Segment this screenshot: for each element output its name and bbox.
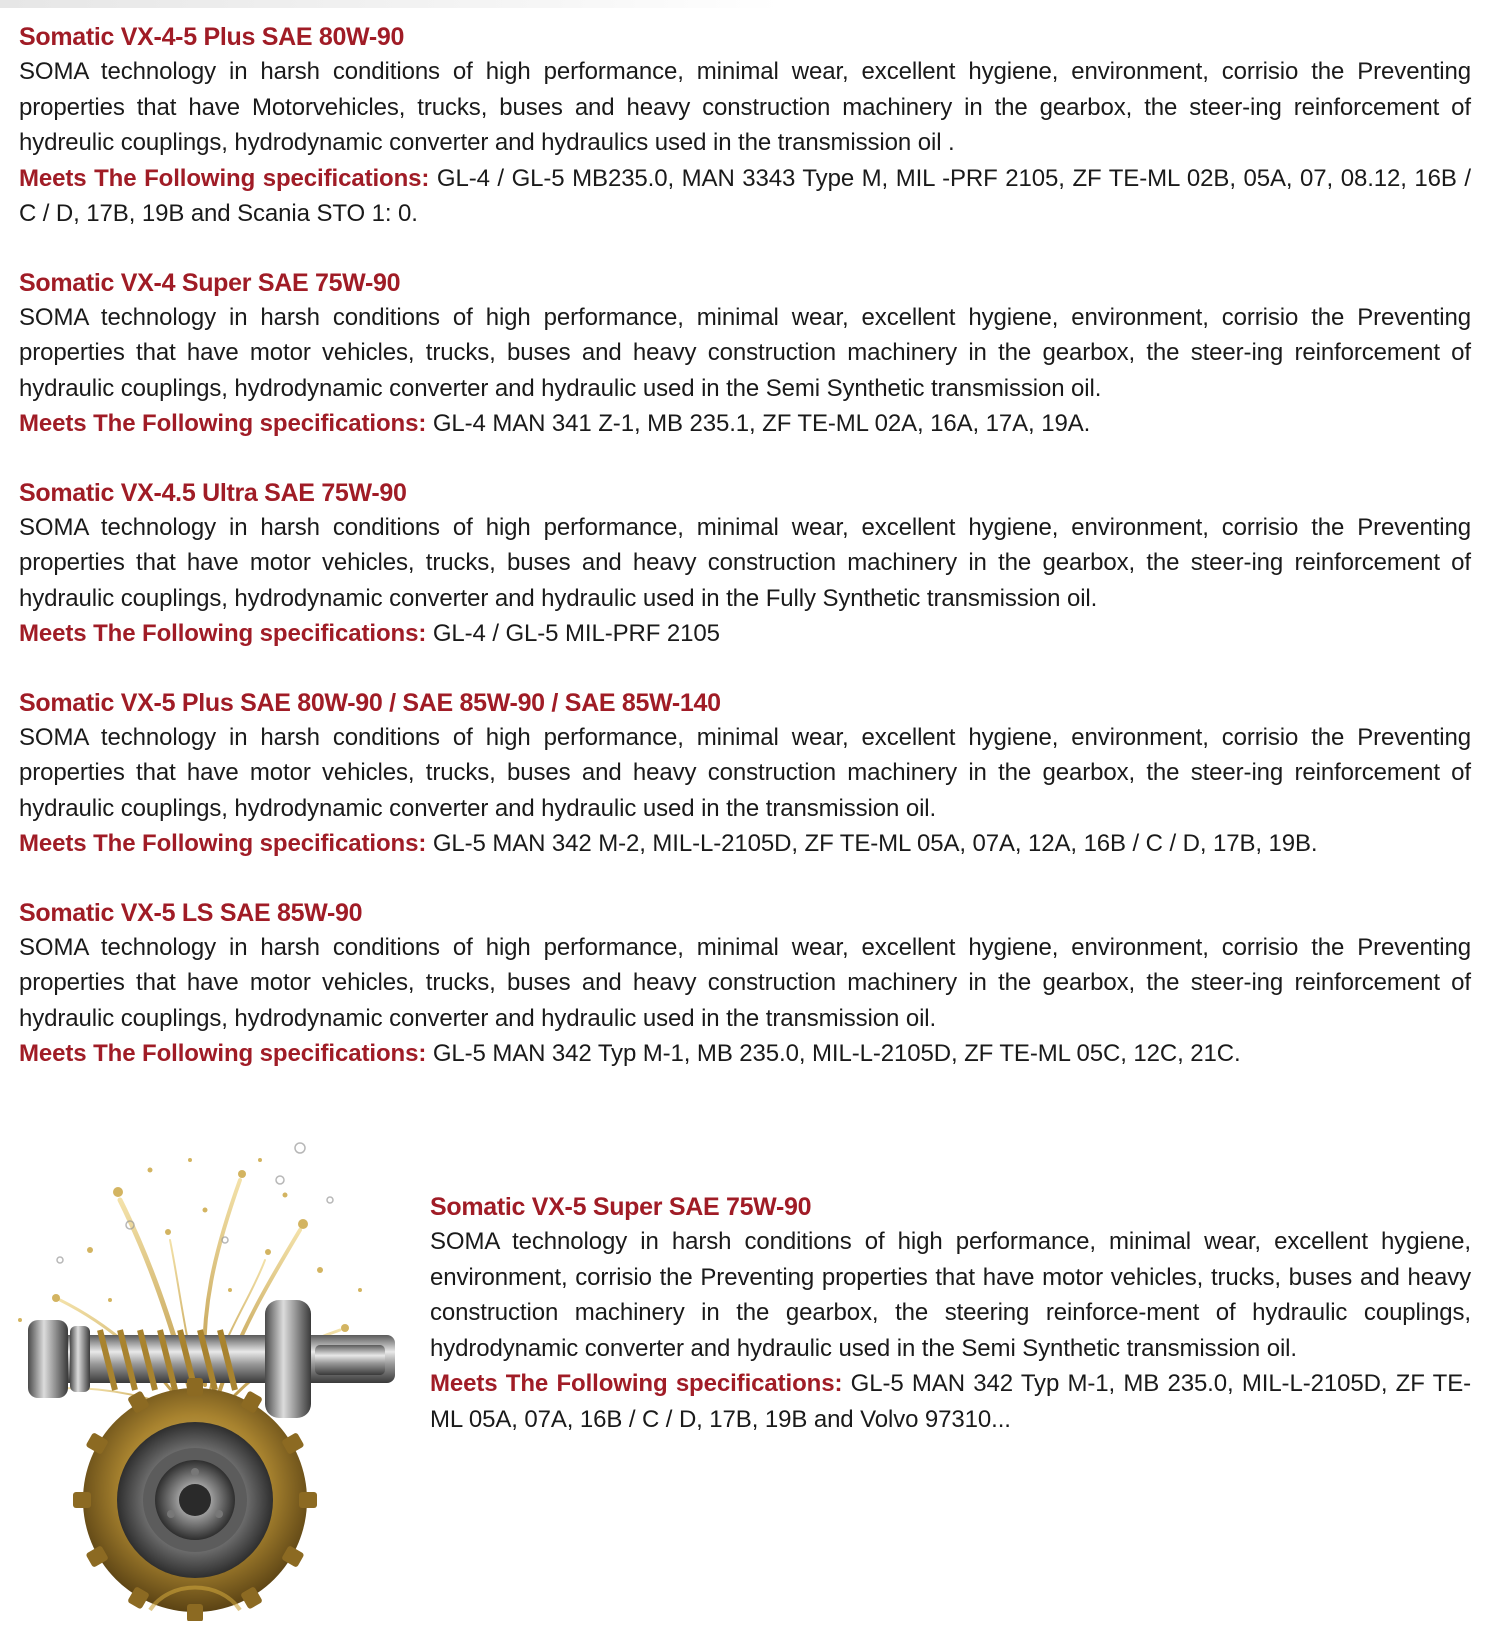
- product-title: Somatic VX-5 Super SAE 75W-90: [430, 1193, 812, 1221]
- spec-label: Meets The Following specifications:: [19, 164, 430, 192]
- spec-values: GL-4 MAN 341 Z-1, MB 235.1, ZF TE-ML 02A, 16A, 17A, 19A.: [432, 410, 1091, 437]
- product-vx-4-5-plus: [19, 20, 1471, 232]
- product-description: SOMA technology in harsh conditions of high performance, minimal wear, excellent hygiene, environment, corrisio the Preventing properties that have Motorvehicles, trucks, buses and heavy construction machinery in the gearbox, the steer-ing reinforcement of hydreulic couplings, hydrodynamic converter and hydraulics used in the transmission oil .: [19, 58, 1471, 156]
- product-description: SOMA technology in harsh conditions of high performance, minimal wear, excellent hygiene, environment, corrisio the Preventing properties that have motor vehicles, trucks, buses and heavy construction machinery in the gearbox, the steer-ing reinforcement of hydraulic couplings, hydrodynamic converter and hydraulic used in the transmission oil.: [19, 723, 1471, 822]
- product-description: SOMA technology in harsh conditions of high performance, minimal wear, excellent hygiene, environment, corrisio the Preventing properties that have motor vehicles, trucks, buses and heavy construction machinery in the gearbox, the steer-ing reinforcement of hydraulic couplings, hydrodynamic converter and hydraulic used in the Fully Synthetic transmission oil.: [19, 513, 1471, 612]
- product-title: Somatic VX-4 Super SAE 75W-90: [19, 268, 401, 297]
- product-specifications: [430, 1366, 1471, 1437]
- product-title: Somatic VX-5 LS SAE 85W-90: [19, 898, 363, 927]
- product-title: Somatic VX-4.5 Ultra SAE 75W-90: [19, 478, 407, 507]
- spec-values: GL-5 MAN 342 M-2, MIL-L-2105D, ZF TE-ML 05A, 07A, 12A, 16B / C / D, 17B, 19B.: [432, 830, 1318, 857]
- product-vx-5-super: [430, 1190, 1471, 1437]
- spec-values: GL-5 MAN 342 Typ M-1, MB 235.0, MIL-L-2105D, ZF TE-ML 05A, 07A, 16B / C / D, 17B, 19B and Volvo 97310...: [430, 1370, 1471, 1433]
- product-specifications: [19, 161, 1471, 232]
- spec-values: GL-4 / GL-5 MB235.0, MAN 3343 Type M, MIL -PRF 2105, ZF TE-ML 02B, 05A, 07, 08.12, 16B / C / D, 17B, 19B and Scania STO 1: 0.: [19, 164, 1471, 227]
- product-title: Somatic VX-5 Plus SAE 80W-90 / SAE 85W-90 / SAE 85W-140: [19, 688, 721, 717]
- spec-values: GL-4 / GL-5 MIL-PRF 2105: [432, 620, 720, 647]
- product-description: SOMA technology in harsh conditions of high performance, minimal wear, excellent hygiene, environment, corrisio the Preventing properties that have motor vehicles, trucks, buses and heavy construction machinery in the gearbox, the steering reinforce-ment of hydraulic couplings, hydrodynamic converter and hydraulic used in the Semi Synthetic transmission oil.: [430, 1228, 1471, 1362]
- spec-label: Meets The Following specifications:: [19, 1040, 427, 1067]
- product-specifications: [19, 826, 1471, 862]
- product-specifications: [19, 616, 1471, 652]
- product-description: SOMA technology in harsh conditions of high performance, minimal wear, excellent hygiene, environment, corrisio the Preventing properties that have motor vehicles, trucks, buses and heavy construction machinery in the gearbox, the steer-ing reinforcement of hydraulic couplings, hydrodynamic converter and hydraulic used in the transmission oil.: [19, 933, 1471, 1032]
- product-specifications: [19, 1036, 1471, 1072]
- product-list: [19, 20, 1471, 1106]
- spec-label: Meets The Following specifications:: [19, 410, 427, 437]
- gear-oil-splash-icon: [0, 1140, 420, 1621]
- product-specifications: [19, 406, 1471, 442]
- product-vx-5-ls: [19, 896, 1471, 1072]
- spec-label: Meets The Following specifications:: [19, 830, 427, 857]
- product-description: SOMA technology in harsh conditions of high performance, minimal wear, excellent hygiene, environment, corrisio the Preventing properties that have motor vehicles, trucks, buses and heavy construction machinery in the gearbox, the steer-ing reinforcement of hydraulic couplings, hydrodynamic converter and hydraulic used in the Semi Synthetic transmission oil.: [19, 303, 1471, 402]
- spec-label: Meets The Following specifications:: [19, 620, 427, 647]
- spec-values: GL-5 MAN 342 Typ M-1, MB 235.0, MIL-L-2105D, ZF TE-ML 05C, 12C, 21C.: [432, 1040, 1241, 1067]
- product-vx-4-5-ultra: [19, 476, 1471, 652]
- spec-label: Meets The Following specifications:: [430, 1370, 843, 1397]
- product-vx-4-super: [19, 266, 1471, 442]
- product-vx-5-plus: [19, 686, 1471, 862]
- top-divider: [0, 0, 780, 8]
- product-title: Somatic VX-4-5 Plus SAE 80W-90: [19, 23, 405, 51]
